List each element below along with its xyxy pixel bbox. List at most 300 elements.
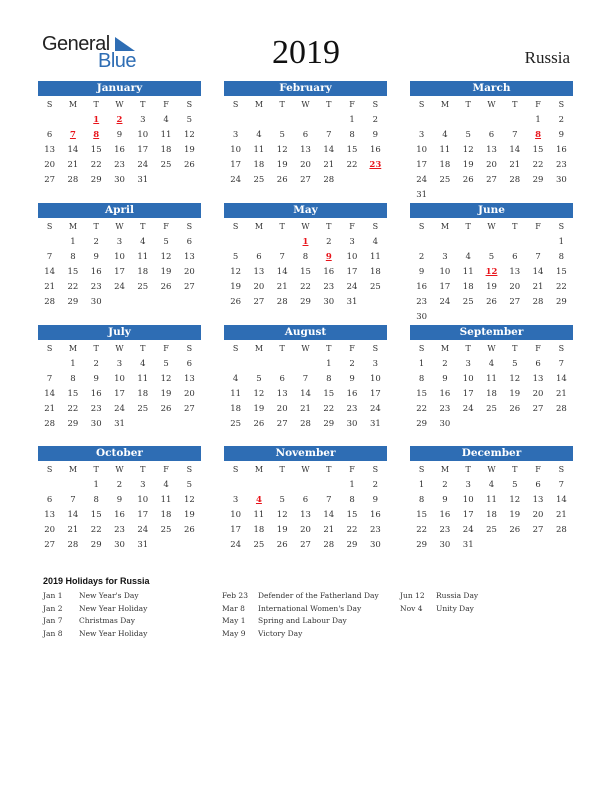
day-cell: 9: [93, 252, 99, 262]
day-cell: 3: [465, 359, 471, 369]
holiday-day-cell: 1: [302, 237, 309, 247]
day-cell: 7: [326, 130, 332, 140]
day-cell: 4: [140, 237, 146, 247]
day-cell: 3: [349, 237, 355, 247]
weekday-label: M: [440, 222, 450, 231]
day-cell: 16: [439, 389, 451, 399]
day-cell: 13: [509, 267, 521, 277]
month-header: November: [224, 446, 387, 461]
day-cell: 24: [439, 297, 451, 307]
day-cell: 12: [276, 145, 288, 155]
day-cell: 13: [44, 145, 56, 155]
empty-day-cell: [294, 113, 317, 128]
day-cell: 18: [230, 404, 242, 414]
day-cell: 14: [555, 374, 567, 384]
weekday-label: T: [279, 222, 285, 231]
weekday-label: T: [140, 344, 146, 353]
weekday-label: F: [163, 222, 169, 231]
weekday-label: F: [163, 344, 169, 353]
day-cell: 4: [488, 480, 495, 490]
empty-day-cell: [61, 478, 84, 493]
day-cell: 6: [186, 359, 193, 369]
weekday-label: F: [535, 222, 541, 231]
day-cell: 8: [418, 374, 425, 384]
month-june: [410, 203, 573, 325]
month-december: [410, 446, 573, 553]
day-cell: 11: [253, 145, 265, 155]
day-cell: 28: [323, 175, 335, 185]
weekday-label: T: [326, 465, 332, 474]
day-cell: 24: [137, 525, 149, 535]
holiday-date: Nov 4: [400, 603, 423, 613]
day-cell: 30: [439, 419, 451, 429]
day-cell: 25: [486, 404, 497, 414]
day-cell: 4: [256, 130, 262, 140]
weekday-label: F: [163, 100, 169, 109]
weekday-label: S: [372, 344, 379, 353]
day-cell: 7: [558, 480, 565, 490]
weekday-label: S: [372, 100, 379, 109]
logo-text-general: General: [42, 33, 110, 55]
empty-day-cell: [38, 113, 61, 128]
day-cell: 5: [163, 237, 169, 247]
day-cell: 18: [369, 267, 381, 277]
day-cell: 28: [323, 540, 335, 550]
day-cell: 29: [416, 419, 428, 429]
day-cell: 1: [349, 480, 355, 490]
day-cell: 24: [462, 525, 474, 535]
day-cell: 16: [369, 145, 381, 155]
weekday-label: S: [558, 222, 565, 231]
day-cell: 17: [114, 267, 125, 277]
day-cell: 6: [302, 495, 309, 505]
day-cell: 20: [486, 160, 497, 170]
day-cell: 5: [163, 359, 169, 369]
day-cell: 13: [276, 389, 288, 399]
day-cell: 22: [67, 404, 79, 414]
holiday-name: Spring and Labour Day: [258, 616, 347, 625]
weekday-label: T: [465, 100, 471, 109]
day-cell: 29: [67, 419, 79, 429]
day-cell: 23: [90, 404, 102, 414]
day-cell: 28: [555, 404, 567, 414]
month-header: September: [410, 325, 573, 340]
day-cell: 25: [253, 540, 265, 550]
day-cell: 9: [116, 130, 123, 140]
month-days-grid: [224, 461, 387, 553]
day-cell: 1: [535, 115, 541, 125]
day-cell: 26: [509, 525, 521, 535]
holiday-row: [400, 590, 478, 603]
holiday-name: Russia Day: [436, 591, 479, 600]
holiday-day-cell: 12: [485, 267, 498, 277]
day-cell: 31: [346, 297, 358, 307]
day-cell: 12: [160, 252, 172, 262]
day-cell: 6: [46, 130, 53, 140]
day-cell: 3: [442, 252, 448, 262]
day-cell: 10: [230, 510, 242, 520]
day-cell: 26: [486, 297, 497, 307]
day-cell: 7: [558, 359, 565, 369]
day-cell: 18: [486, 389, 497, 399]
day-cell: 25: [160, 525, 172, 535]
day-cell: 21: [44, 404, 56, 414]
month-days-grid: [224, 340, 387, 432]
day-cell: 24: [114, 282, 125, 292]
day-cell: 17: [462, 389, 474, 399]
weekday-label: T: [326, 100, 332, 109]
day-cell: 7: [512, 130, 518, 140]
day-cell: 21: [555, 389, 567, 399]
day-cell: 15: [416, 510, 428, 520]
day-cell: 17: [230, 160, 242, 170]
day-cell: 13: [183, 252, 195, 262]
day-cell: 27: [486, 175, 497, 185]
holiday-name: New Year Holiday: [79, 628, 148, 638]
day-cell: 28: [67, 540, 79, 550]
day-cell: 8: [302, 252, 309, 262]
day-cell: 25: [439, 175, 451, 185]
day-cell: 6: [535, 480, 541, 490]
empty-day-cell: [317, 478, 340, 493]
weekday-label: W: [115, 465, 124, 474]
empty-day-cell: [294, 478, 317, 493]
weekday-label: S: [418, 344, 425, 353]
day-cell: 12: [183, 130, 195, 140]
weekday-label: M: [254, 100, 264, 109]
weekday-label: W: [115, 100, 124, 109]
empty-day-cell: [38, 478, 61, 493]
day-cell: 16: [439, 510, 451, 520]
day-cell: 21: [509, 160, 521, 170]
day-cell: 8: [349, 495, 355, 505]
weekday-label: T: [140, 100, 146, 109]
day-cell: 9: [372, 495, 379, 505]
day-cell: 13: [183, 374, 195, 384]
day-cell: 20: [44, 525, 56, 535]
weekday-label: W: [301, 465, 310, 474]
day-cell: 7: [46, 252, 53, 262]
empty-day-cell: [410, 113, 433, 128]
weekday-label: W: [487, 344, 496, 353]
day-cell: 25: [253, 175, 265, 185]
day-cell: 17: [230, 525, 242, 535]
day-cell: 15: [346, 510, 358, 520]
country-label: Russia: [524, 48, 570, 67]
day-cell: 7: [279, 252, 285, 262]
day-cell: 14: [509, 145, 521, 155]
month-header: August: [224, 325, 387, 340]
day-cell: 1: [558, 237, 565, 247]
day-cell: 29: [90, 175, 102, 185]
empty-day-cell: [224, 357, 247, 372]
day-cell: 26: [462, 175, 474, 185]
day-cell: 4: [488, 359, 495, 369]
month-header: February: [224, 81, 387, 96]
day-cell: 26: [183, 160, 195, 170]
day-cell: 1: [70, 237, 76, 247]
month-february: [224, 81, 387, 188]
day-cell: 20: [276, 404, 288, 414]
month-header: January: [38, 81, 201, 96]
day-cell: 14: [44, 267, 56, 277]
day-cell: 22: [90, 160, 102, 170]
day-cell: 10: [439, 267, 451, 277]
weekday-label: F: [349, 344, 355, 353]
weekday-label: M: [440, 344, 450, 353]
month-days-grid: [410, 340, 573, 432]
day-cell: 26: [160, 282, 172, 292]
day-cell: 22: [67, 282, 79, 292]
day-cell: 27: [253, 297, 265, 307]
day-cell: 20: [183, 267, 195, 277]
day-cell: 22: [346, 160, 358, 170]
holiday-date: Jan 7: [43, 616, 63, 625]
month-days-grid: [224, 218, 387, 310]
day-cell: 14: [44, 389, 56, 399]
day-cell: 6: [186, 237, 193, 247]
holiday-row: [43, 628, 147, 641]
empty-day-cell: [294, 357, 317, 372]
weekday-label: S: [418, 100, 425, 109]
day-cell: 13: [532, 374, 544, 384]
day-cell: 5: [512, 480, 518, 490]
day-cell: 8: [418, 495, 425, 505]
day-cell: 19: [276, 525, 288, 535]
day-cell: 16: [90, 389, 102, 399]
day-cell: 10: [416, 145, 428, 155]
day-cell: 19: [486, 282, 497, 292]
weekday-label: S: [372, 222, 379, 231]
empty-day-cell: [317, 113, 340, 128]
day-cell: 11: [137, 252, 149, 262]
day-cell: 8: [326, 374, 332, 384]
empty-day-cell: [247, 357, 270, 372]
day-cell: 31: [137, 540, 149, 550]
day-cell: 4: [465, 252, 471, 262]
day-cell: 29: [323, 419, 335, 429]
day-cell: 1: [70, 359, 76, 369]
day-cell: 22: [346, 525, 358, 535]
day-cell: 29: [300, 297, 311, 307]
day-cell: 24: [462, 404, 474, 414]
day-cell: 28: [276, 297, 288, 307]
day-cell: 23: [555, 160, 567, 170]
month-november: [224, 446, 387, 553]
holiday-name: New Year's Day: [79, 591, 139, 600]
month-header: October: [38, 446, 201, 461]
weekday-label: W: [301, 344, 310, 353]
day-cell: 15: [67, 389, 79, 399]
day-cell: 19: [183, 145, 195, 155]
day-cell: 5: [256, 374, 262, 384]
holiday-row: [43, 603, 147, 616]
day-cell: 22: [323, 404, 335, 414]
day-cell: 8: [93, 495, 99, 505]
day-cell: 6: [256, 252, 262, 262]
holiday-name: Victory Day: [258, 628, 303, 638]
day-cell: 18: [486, 510, 497, 520]
day-cell: 4: [232, 374, 239, 384]
day-cell: 20: [300, 525, 311, 535]
weekday-label: S: [418, 222, 425, 231]
weekday-label: T: [512, 344, 518, 353]
day-cell: 15: [90, 510, 102, 520]
day-cell: 11: [253, 510, 265, 520]
weekday-label: F: [349, 222, 355, 231]
month-days-grid: [410, 461, 573, 553]
day-cell: 20: [183, 389, 195, 399]
day-cell: 10: [230, 145, 242, 155]
day-cell: 13: [486, 145, 497, 155]
day-cell: 23: [439, 404, 451, 414]
weekday-label: M: [68, 344, 78, 353]
day-cell: 12: [183, 495, 195, 505]
day-cell: 14: [323, 145, 335, 155]
weekday-label: T: [326, 344, 332, 353]
holidays-title: 2019 Holidays for Russia: [43, 576, 150, 586]
weekday-label: F: [535, 465, 541, 474]
calendar-year-title: 2019: [272, 34, 340, 71]
weekday-label: W: [115, 344, 124, 353]
day-cell: 2: [349, 359, 355, 369]
day-cell: 26: [230, 297, 242, 307]
weekday-label: T: [93, 222, 99, 231]
empty-day-cell: [271, 478, 294, 493]
day-cell: 9: [418, 267, 425, 277]
day-cell: 19: [160, 267, 172, 277]
day-cell: 3: [116, 359, 123, 369]
empty-day-cell: [247, 235, 270, 250]
day-cell: 11: [137, 374, 149, 384]
day-cell: 5: [512, 359, 518, 369]
day-cell: 21: [323, 160, 335, 170]
day-cell: 31: [114, 419, 125, 429]
day-cell: 7: [535, 252, 541, 262]
month-days-grid: [224, 96, 387, 188]
day-cell: 30: [416, 312, 428, 322]
day-cell: 2: [442, 480, 448, 490]
day-cell: 15: [90, 145, 102, 155]
empty-day-cell: [433, 113, 456, 128]
day-cell: 6: [279, 374, 285, 384]
day-cell: 16: [416, 282, 428, 292]
day-cell: 25: [137, 404, 149, 414]
day-cell: 17: [462, 510, 474, 520]
day-cell: 15: [300, 267, 311, 277]
day-cell: 18: [253, 160, 265, 170]
holiday-column: [222, 590, 379, 640]
day-cell: 12: [509, 495, 521, 505]
holiday-day-cell: 2: [116, 115, 123, 125]
day-cell: 26: [253, 419, 265, 429]
day-cell: 25: [462, 297, 474, 307]
month-header: March: [410, 81, 573, 96]
day-cell: 23: [90, 282, 102, 292]
day-cell: 15: [416, 389, 428, 399]
day-cell: 6: [488, 130, 495, 140]
day-cell: 6: [535, 359, 541, 369]
month-days-grid: [38, 218, 201, 310]
day-cell: 27: [300, 175, 311, 185]
day-cell: 12: [230, 267, 242, 277]
day-cell: 18: [137, 389, 149, 399]
weekday-label: W: [301, 222, 310, 231]
day-cell: 9: [558, 130, 565, 140]
day-cell: 17: [439, 282, 451, 292]
empty-day-cell: [526, 235, 549, 250]
day-cell: 19: [276, 160, 288, 170]
day-cell: 5: [232, 252, 239, 262]
day-cell: 23: [439, 525, 451, 535]
month-days-grid: [38, 461, 201, 553]
holiday-date: May 9: [222, 628, 246, 638]
day-cell: 1: [326, 359, 332, 369]
day-cell: 22: [90, 525, 102, 535]
day-cell: 22: [300, 282, 311, 292]
day-cell: 29: [416, 540, 428, 550]
day-cell: 28: [532, 297, 544, 307]
weekday-label: S: [232, 344, 239, 353]
holiday-row: [222, 603, 379, 616]
weekday-label: T: [465, 344, 471, 353]
month-january: [38, 81, 201, 188]
day-cell: 2: [372, 115, 379, 125]
empty-day-cell: [457, 235, 480, 250]
day-cell: 15: [346, 145, 358, 155]
holiday-name: Christmas Day: [79, 616, 135, 625]
holiday-column: [400, 590, 478, 615]
day-cell: 3: [140, 115, 146, 125]
day-cell: 28: [44, 419, 56, 429]
holiday-date: Jan 8: [43, 628, 63, 638]
day-cell: 16: [323, 267, 335, 277]
day-cell: 10: [114, 252, 125, 262]
weekday-label: T: [465, 222, 471, 231]
day-cell: 28: [67, 175, 79, 185]
logo-text-blue: Blue: [98, 50, 137, 72]
day-cell: 9: [93, 374, 99, 384]
empty-day-cell: [224, 235, 247, 250]
day-cell: 11: [369, 252, 381, 262]
empty-day-cell: [457, 113, 480, 128]
day-cell: 3: [465, 480, 471, 490]
day-cell: 5: [465, 130, 471, 140]
day-cell: 27: [183, 282, 195, 292]
weekday-label: T: [512, 100, 518, 109]
weekday-label: S: [186, 465, 193, 474]
day-cell: 8: [70, 374, 76, 384]
day-cell: 16: [369, 510, 381, 520]
day-cell: 6: [46, 495, 53, 505]
holiday-row: [400, 603, 478, 616]
day-cell: 12: [509, 374, 521, 384]
day-cell: 30: [439, 540, 451, 550]
day-cell: 15: [323, 389, 335, 399]
day-cell: 23: [114, 160, 125, 170]
day-cell: 4: [140, 359, 146, 369]
day-cell: 31: [462, 540, 474, 550]
day-cell: 2: [442, 359, 448, 369]
day-cell: 25: [230, 419, 242, 429]
day-cell: 22: [532, 160, 544, 170]
day-cell: 12: [276, 510, 288, 520]
day-cell: 2: [93, 359, 99, 369]
day-cell: 25: [486, 525, 497, 535]
empty-day-cell: [61, 113, 84, 128]
weekday-label: S: [46, 465, 53, 474]
empty-day-cell: [410, 235, 433, 250]
